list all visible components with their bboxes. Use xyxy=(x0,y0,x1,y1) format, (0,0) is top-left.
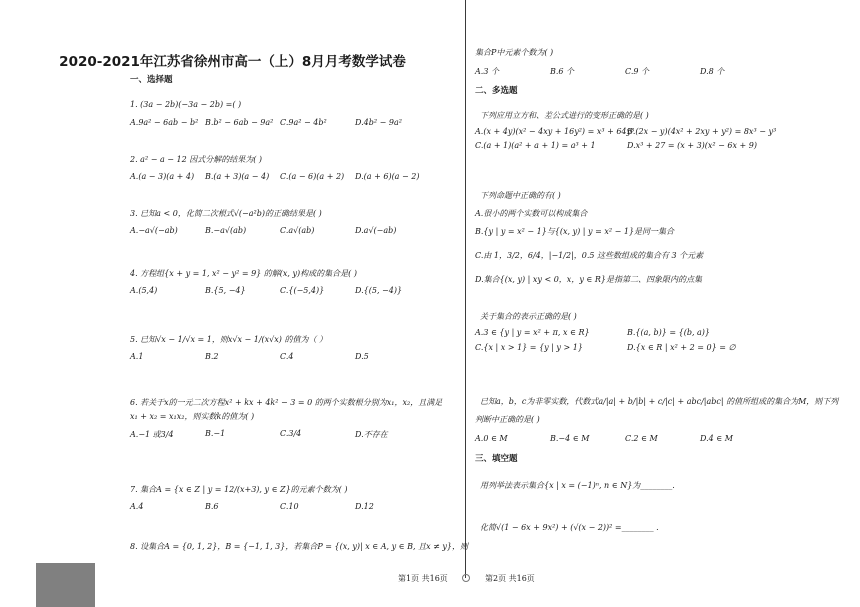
question-4-option-d: D.{(5, −4)} xyxy=(355,286,403,295)
q8-continuation: 集合P中元素个数为( ) xyxy=(475,48,554,57)
question-7-option-d: D.12 xyxy=(355,502,374,511)
option-c: C.9 个 xyxy=(625,67,650,76)
question-4-option-a: A.(5,4) xyxy=(130,286,158,295)
q11-option-c: C.{x | x > 1} = {y | y > 1} xyxy=(475,343,583,352)
section-heading-fill: 三、填空题 xyxy=(475,454,518,464)
question-5-option-d: D.5 xyxy=(355,352,369,361)
page-title: 2020-2021年江苏省徐州市高一（上）8月月考数学试卷 xyxy=(59,54,406,70)
section-heading-multi: 二、多选题 xyxy=(475,86,518,96)
question-4-stem: 4. 方程组{x + y = 1, x² − y² = 9} 的解(x, y)构成的集合是( ) xyxy=(130,269,357,278)
q9-option-d: D.x³ + 27 = (x + 3)(x² − 6x + 9) xyxy=(627,141,758,150)
option-d: D.4 ∈ M xyxy=(700,434,733,443)
question-4-option-b: B.{5, −4} xyxy=(205,286,246,295)
option-a: A.0 ∈ M xyxy=(475,434,508,443)
q12-stem-continuation: 判断中正确的是( ) xyxy=(475,415,540,424)
question-7-option-b: B.6 xyxy=(205,502,219,511)
q11-option-a: A.3 ∈ {y | y = x² + π, x ∈ R} xyxy=(475,328,590,337)
q10-stem: 下列命题中正确的有( ) xyxy=(480,191,561,200)
binding-circle-icon xyxy=(462,574,470,582)
question-6-option-b: B.−1 xyxy=(205,429,226,438)
option-b: B.−4 ∈ M xyxy=(550,434,590,443)
question-7-option-a: A.4 xyxy=(130,502,144,511)
question-2-option-a: A.(a − 3)(a + 4) xyxy=(130,172,195,181)
q10-option-c: C.由 1，3/2，6/4，|−1/2|，0.5 这些数组成的集合有 3 个元素 xyxy=(475,251,704,260)
option-b: B.6 个 xyxy=(550,67,575,76)
option-c: C.2 ∈ M xyxy=(625,434,658,443)
question-6-option-a: A.−1 或3/4 xyxy=(130,430,174,439)
q11-option-d: D.{x ∈ R | x² + 2 = 0} = ∅ xyxy=(627,343,736,352)
q11-stem: 关于集合的表示正确的是( ) xyxy=(480,312,577,321)
q11-option-b: B.{(a, b)} = {(b, a)} xyxy=(627,328,711,337)
question-8-stem: 8. 设集合A = {0, 1, 2}，B = {−1, 1, 3}，若集合P = {(x, y)| x ∈ A, y ∈ B, 且x ≠ y}，则 xyxy=(130,542,468,551)
section-heading-choice: 一、选择题 xyxy=(130,75,173,85)
question-3-option-d: D.a√(−ab) xyxy=(355,226,397,235)
question-2-stem: 2. a² − a − 12 因式分解的结果为( ) xyxy=(130,155,263,164)
q9-option-a: A.(x + 4y)(x² − 4xy + 16y²) = x³ + 64y³ xyxy=(475,127,635,136)
question-5-option-b: B.2 xyxy=(205,352,219,361)
q10-option-b: B.{y | y = x² − 1}与{(x, y) | y = x² − 1}是同一集合 xyxy=(475,227,675,236)
q9-stem: 下列应用立方和、差公式进行的变形正确的是( ) xyxy=(480,111,649,120)
question-6-stem: 6. 若关于x的一元二次方程x² + kx + 4k² − 3 = 0 的两个实数根分别为x₁，x₂，且满足 xyxy=(130,398,443,407)
question-3-option-b: B.−a√(ab) xyxy=(205,226,247,235)
question-2-option-b: B.(a + 3)(a − 4) xyxy=(205,172,270,181)
q10-option-a: A.很小的两个实数可以构成集合 xyxy=(475,209,588,218)
question-7-option-c: C.10 xyxy=(280,502,299,511)
option-d: D.8 个 xyxy=(700,67,725,76)
question-6-option-c: C.3/4 xyxy=(280,429,302,438)
question-1-option-a: A.9a² − 6ab − b² xyxy=(130,118,199,127)
question-1-option-b: B.b² − 6ab − 9a² xyxy=(205,118,274,127)
question-3-stem: 3. 已知a < 0，化简二次根式√(−a²b)的正确结果是( ) xyxy=(130,209,322,218)
question-4-option-c: C.{(−5,4)} xyxy=(280,286,325,295)
question-2-option-c: C.(a − 6)(a + 2) xyxy=(280,172,345,181)
question-3-option-a: A.−a√(−ab) xyxy=(130,226,178,235)
question-6-option-d: D.不存在 xyxy=(355,430,388,439)
question-7-stem: 7. 集合A = {x ∈ Z | y = 12/(x+3), y ∈ Z}的元素个数为( ) xyxy=(130,485,348,494)
footer-page-right: 第2页 共16页 xyxy=(485,574,535,583)
footer-page-left: 第1页 共16页 xyxy=(398,574,448,583)
option-a: A.3 个 xyxy=(475,67,499,76)
question-1-stem: 1. (3a − 2b)(−3a − 2b) =( ) xyxy=(130,100,242,109)
q13-text: 用列举法表示集合{x | x = (−1)ⁿ, n ∈ N}为________. xyxy=(480,481,675,490)
question-2-option-d: D.(a + 6)(a − 2) xyxy=(355,172,420,181)
q10-option-d: D.集合{(x, y) | xy < 0，x，y ∈ R}是指第二、四象限内的点集 xyxy=(475,275,702,284)
corner-thumbnail xyxy=(36,563,95,607)
question-5-option-a: A.1 xyxy=(130,352,144,361)
q9-option-b: B.(2x − y)(4x² + 2xy + y²) = 8x³ − y³ xyxy=(627,127,777,136)
question-5-option-c: C.4 xyxy=(280,352,294,361)
q9-option-c: C.(a + 1)(a² + a + 1) = a³ + 1 xyxy=(475,141,596,150)
q14-text: 化简√(1 − 6x + 9x²) + (√(x − 2))² =________ . xyxy=(480,523,659,532)
question-3-option-c: C.a√(ab) xyxy=(280,226,315,235)
question-6-stem-continuation: x₁ + x₂ = x₁x₂，则实数k的值为( ) xyxy=(130,412,255,421)
question-1-option-d: D.4b² − 9a² xyxy=(355,118,402,127)
question-1-option-c: C.9a² − 4b² xyxy=(280,118,327,127)
q12-stem: 已知a，b，c为非零实数，代数式a/|a| + b/|b| + c/|c| + abc/|abc| 的值所组成的集合为M，则下列 xyxy=(480,397,839,406)
question-5-stem: 5. 已知√x − 1/√x = 1，则x√x − 1/(x√x) 的值为（ ） xyxy=(130,335,327,344)
right-page xyxy=(465,0,860,607)
